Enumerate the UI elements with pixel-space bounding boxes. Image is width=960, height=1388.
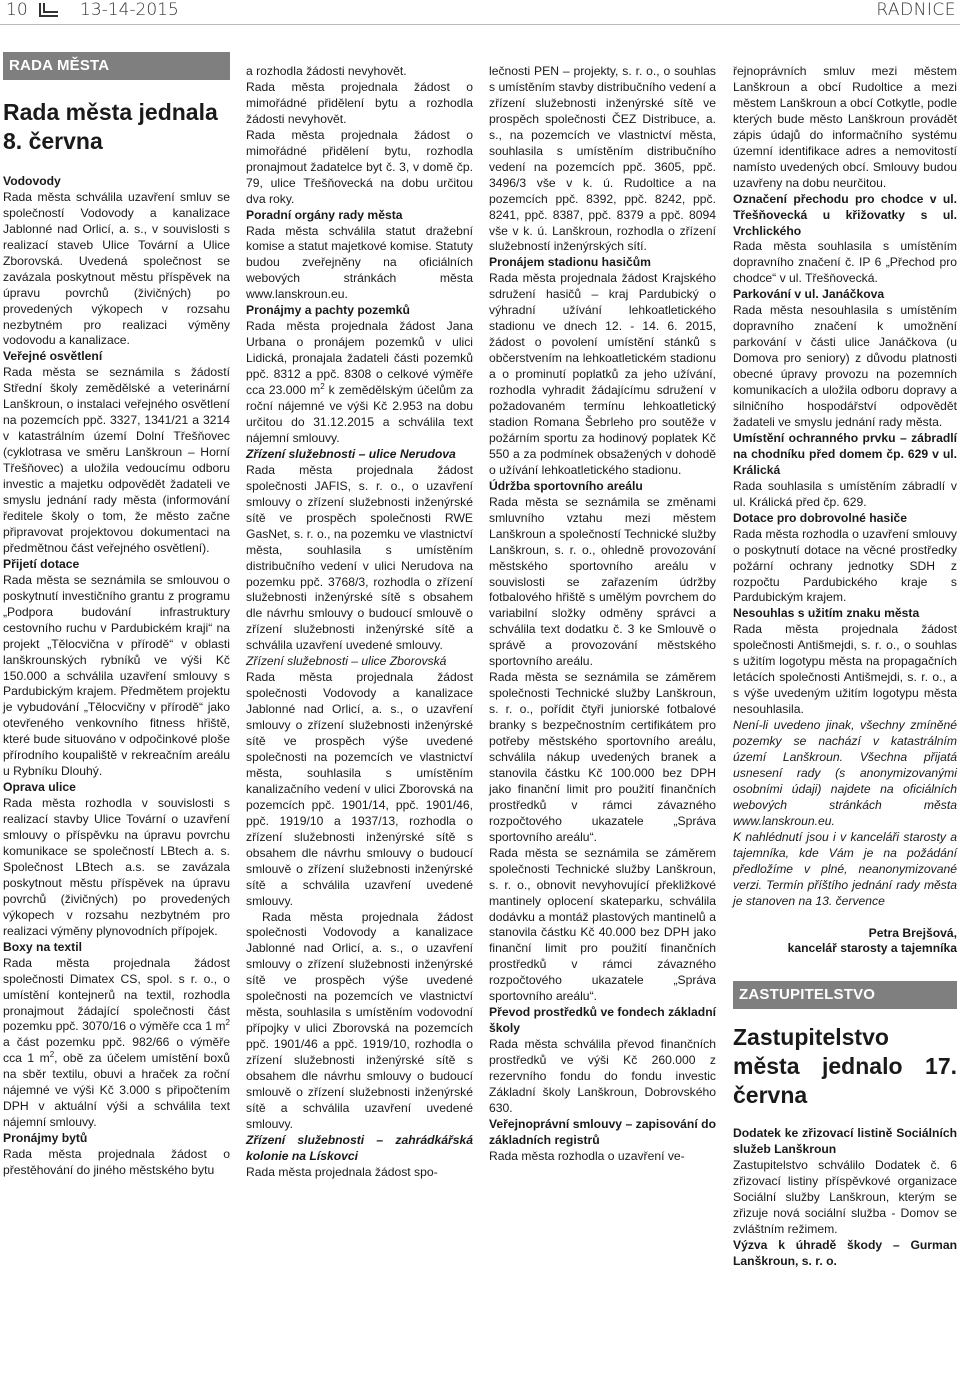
paragraph-byt2: Rada města projednala žádost o mimořádné přidělení bytu a rozhodla žádosti nevyhovět. bbox=[246, 79, 473, 126]
paragraph-osvetleni: Rada města se seznámila s žádostí Střední školy zemědělské a veterinární Lanškroun, o instalaci veřejného osvětlení na pozemcích ppč. 3327, 1341/21 a 3214 v katastrálním území Dolní Třešňovec (cyklotrasa ve směru Lanškroun – Horní Třešňovec) a uložila vedoucímu odboru investic a majetku odpovědět žadateli ve smyslu jednání rady města (informování ředitele školy o tom, že město začne připravovat projektovou dokumentaci na předmětnou část veřejného osvětlení). bbox=[3, 365, 230, 555]
heading-dodatek: Dodatek ke zřizovací listině Sociálních služeb Lanškroun bbox=[733, 1126, 957, 1157]
heading-nerudova: Zřízení služebnosti – ulice Nerudova bbox=[246, 446, 456, 461]
heading-byty: Pronájmy bytů bbox=[3, 1131, 88, 1146]
article-title: Rada města jednala 8. června bbox=[3, 98, 218, 154]
heading-udrzba: Údržba sportovního areálu bbox=[489, 478, 643, 493]
heading-dotace-hasici: Dotace pro dobrovolné hasiče bbox=[733, 510, 908, 525]
signature-role: kancelář starosty a tajemníka bbox=[787, 941, 957, 956]
section-banner: RADA MĚSTA bbox=[3, 52, 230, 80]
note-paragraph: Není-li uvedeno jinak, všechny zmíněné pozemky se nachází v katastrálním území Lanškroun. Všechna přijatá usnesení rady (s anonymizovanými osobními údaji) najdete na oficiálních webových stránkách města www.lanskroun.eu. bbox=[733, 718, 957, 828]
column-1 bbox=[3, 52, 230, 1179]
column-2 bbox=[246, 64, 473, 1181]
text-part: k zemědělským účelům za roční nájemné ve výši Kč 2.953 na dobu určitou do 31.12.2015 a schválila text nájemní smlouvy. bbox=[246, 383, 473, 445]
paragraph-dodatek: Zastupitelstvo schválilo Dodatek č. 6 zřizovací listiny příspěvkové organizace Sociální služby Lanškroun, kterým se zřizuje nová sociální služba - Domov se zvláštním režimem. bbox=[733, 1158, 957, 1237]
paragraph-oprava: Rada města rozhodla v souvislosti s realizací stavby Ulice Tovární o uzavření smlouvy o příspěvku na úpravu povrchu komunikace se společností LBtech a. s. Společnost LBtech a.s. se zavázala poskytnout městu příspěvek na úpravu povrchů (živičných) po provedených výkopech v rozsahu nezbytném pro realizaci výměny plynovodních přípojek. bbox=[3, 796, 230, 938]
paragraph-parkovani: Rada města nesouhlasila s umístěním dopravního značení k umožnění parkování v části ulice Janáčkova (u Domova pro seniory) z důvodu platnosti obecné úpravy provozu na pozemních komunikacích a uložila odboru dopravy a silničního hospodářství odpovědět žadateli ve smyslu jednání rady města. bbox=[733, 303, 957, 429]
heading-zabradli: Umístění ochranného prvku – zábradlí na chodníku před domem čp. 629 v ul. Králická bbox=[733, 430, 957, 477]
heading-vyzva: Výzva k úhradě škody – Gurman Lanškroun, s. r. o. bbox=[733, 1238, 957, 1268]
paragraph-dotace-hasici: Rada města rozhodla o uzavření smlouvy o poskytnutí dotace na věcné prostředky požární ochrany jednotky SDH z rozpočtu Pardubického kraje s Pardubickým krajem. bbox=[733, 526, 957, 605]
paragraph-smlouvy-cont: řejnoprávních smluv mezi městem Lanškroun a obcí Rudoltice a mezi městem Lanškroun a obcí Cotkytle, podle kterých bude město Lanškroun provádět zápis údajů do informačního systému územní identifikace adres a nemovitostí namísto uvedených obcí. Smlouvy budou uzavřeny na dobu neurčitou. bbox=[733, 64, 957, 190]
article-title-zastupitelstvo: Zastupitelstvo města jednalo 17. června bbox=[733, 1024, 957, 1109]
paragraph-prechod: Rada města souhlasila s umístěním dopravního značení č. IP 6 „Přechod pro chodce“ v ul. Třešňovecká. bbox=[733, 239, 957, 286]
text-part: Rada města projednala žádost Jana Urbana o pronájem pozemků v ulici Lidická, pronajala žadateli části pozemků ppč. 8312 a ppč. 8308 o celkové výměře cca 23.000 m bbox=[246, 319, 473, 398]
heading-zborovska: Zřízení služebnosti – ulice Zborovská bbox=[246, 654, 447, 669]
heading-logo: Nesouhlas s užitím znaku města bbox=[733, 606, 920, 621]
paragraph-udrzba2: Rada města se seznámila se záměrem společnosti Technické služby Lanškroun, s. r. o., pořídit čtyři juniorské fotbalové branky s bezpečnostním certifikátem pro potřeby městského sportovního areálu, schválila nákup uvedených branek a stanovila částku Kč 100.000 bez DPH jako finanční limit pro použití finančních prostředků v rámci závazného rozpočtového ukazatele „Správa sportovního areálu“. bbox=[489, 670, 716, 844]
paragraph-liskovec: Rada města projednala žádost spo- bbox=[246, 1164, 438, 1179]
superscript: 2 bbox=[49, 1050, 55, 1060]
logo-icon bbox=[38, 2, 64, 23]
page-number: 10 bbox=[6, 0, 28, 20]
paragraph-logo: Rada města projednala žádost společnosti Antišmejdi, s. r. o., o souhlas s užitím logotypu města na propagačních letácích společnosti Antišmejdi, s. r. o., a s výše uvedeným užitím logotypu města nesouhlasila. bbox=[733, 622, 957, 717]
heading-osvetleni: Veřejné osvětlení bbox=[3, 349, 103, 364]
paragraph-pozemky bbox=[246, 319, 473, 447]
column-3 bbox=[489, 64, 716, 1165]
heading-prevod: Převod prostředků ve fondech základní školy bbox=[489, 1005, 716, 1036]
heading-boxy: Boxy na textil bbox=[3, 939, 82, 954]
section-name: RADNICE bbox=[876, 0, 956, 20]
heading-pozemky: Pronájmy a pachty pozemků bbox=[246, 303, 410, 318]
header-divider bbox=[0, 24, 960, 25]
paragraph-udrzba1: Rada města se seznámila se změnami smluvního vztahu mezi městem Lanškroun a společností Technické služby Lanškroun, s. r. o., ohledně provozování městského sportovního areálu v souvislosti se zařazením údržby fotbalového hřiště s umělým povrchem do variabilní složky odměny správci a schválila text dodatku č. 3 ke Smlouvě o správě a provozování městského sportovního areálu. bbox=[489, 494, 716, 669]
heading-liskovec: Zřízení služebnosti – zahrádkářská kolonie na Lískovci bbox=[246, 1132, 473, 1163]
superscript: 2 bbox=[320, 382, 325, 392]
text-part: , obě za účelem umístění boxů na sběr textilu, obuvi a hraček za roční nájemné ve výši Kč 3.000 s připočtením DPH v aktuální výši a schválila text nájemní smlouvy. bbox=[3, 1051, 230, 1130]
page-header bbox=[0, 0, 960, 22]
text-part: a část pozemku ppč. 982/66 o výměře cca 1 m bbox=[3, 1035, 230, 1066]
superscript: 2 bbox=[225, 1018, 230, 1028]
paragraph-byt3: Rada města projednala žádost o mimořádné přidělení bytu, rozhodla pronajmout žadatelce byt č. 3, v domě čp. 79, ulice Třešňovecká na dobu určitou dva roky. bbox=[246, 127, 473, 206]
paragraph-zborovska: Rada města projednala žádost společnosti Vodovody a kanalizace Jablonné nad Orlicí, a. s., o uzavření smlouvy o zřízení služebnosti inženýrské sítě ve prospěch výše uvedené společnosti na pozemcích ve vlastnictví města, souhlasila s umístěním kanalizačního vedení v ulici Zborovská na pozemcích ppč. 1901/14, ppč. 1901/46, ppč. 1919/10 a 1937/13, rozhodla o zřízení služebnosti inženýrské sítě s obsahem dle návrhu smlouvy o budoucí smlouvě o zřízení služebnosti inženýrské sítě a schválila uzavření uvedené smlouvy. bbox=[246, 670, 473, 908]
issue-date: 13-14-2015 bbox=[80, 0, 179, 20]
paragraph-byty: Rada města projednala žádost o přestěhování do jiného městského bytu bbox=[3, 1147, 230, 1178]
paragraph-vodovody: Rada města schválila uzavření smluv se společností Vodovody a kanalizace Jablonné nad Orlicí, a. s., v souvislosti s realizací staveb Ulice Tovární a Ulice Zborovská. Uvedená společnost se zavázala poskytnout městu příspěvek na úpravu povrchů (živičných) po provedených výkopech v rozsahu nezbytném pro realizaci výměny vodovodu a kanalizace. bbox=[3, 189, 230, 348]
paragraph-boxy bbox=[3, 956, 230, 1131]
paragraph-zborovska2: Rada města projednala žádost společnosti Vodovody a kanalizace Jablonné nad Orlicí, a. s., o uzavření smlouvy o zřízení služebnosti inženýrské sítě ve prospěch výše uvedené společnosti na pozemcích ve vlastnictví města, souhlasila s umístěním vodovodní přípojky v ulici Zborovská na pozemcích ppč. 1901/46 a ppč. 1919/10, rozhodla o zřízení služebnosti inženýrské sítě s obsahem dle návrhu smlouvy o budoucí smlouvě o zřízení služebnosti inženýrské sítě a schválila uzavření uvedené smlouvy. bbox=[246, 909, 473, 1131]
heading-smlouvy: Veřejnoprávní smlouvy – zapisování do základních registrů bbox=[489, 1116, 716, 1147]
paragraph-pen: lečnosti PEN – projekty, s. r. o., o souhlas s umístěním stavby distribučního vedení a zřízení služebnosti inženýrské sítě ve prospěch společnosti ČEZ Distribuce, a. s., na pozemcích ve vlastnictví města, souhlasila s umístěním distribučního vedení na pozemcích ppč. 3605, ppč. 3496/3 vše v k. ú. Rudoltice a na pozemcích ppč. 8392, ppč. 8242, ppč. 8241, ppč. 8387, ppč. 8379 a ppč. 8094 vše v k. ú. Lanškroun, rozhodla o zřízení služebností inženýrských sítí. bbox=[489, 64, 716, 254]
paragraph-nerudova: Rada města projednala žádost společnosti JAFIS, s. r. o., o uzavření smlouvy o zřízení služebnosti inženýrské sítě ve prospěch společnosti RWE GasNet, s. r. o., na pozemku ve vlastnictví města, souhlasila s umístěním distribučního vedení v ulici Nerudova na pozemku ppč. 3768/3, rozhodla o zřízení služebnosti inženýrské sítě s obsahem dle návrhu smlouvy o budoucí smlouvě o zřízení služebnosti inženýrské sítě a schválila uzavření uvedené smlouvy. bbox=[246, 462, 473, 653]
heading-organy: Poradní orgány rady města bbox=[246, 207, 403, 222]
paragraph-udrzba3: Rada města se seznámila se záměrem společnosti Technické služby Lanškroun, s. r. o., obnovit nevyhovující překližkové mantinely oplocení skateparku, schválila dodávku a montáž plastových mantinelů a stanovila částku Kč 40.000 bez DPH jako finanční limit pro použití finančních prostředků v rámci závazného rozpočtového ukazatele „Správa sportovního areálu“. bbox=[489, 845, 716, 1004]
heading-prechod: Označení přechodu pro chodce v ul. Třešňovecká u křižovatky s ul. Vrchlického bbox=[733, 191, 957, 238]
paragraph-organy: Rada města schválila statut dražební komise a statut majetkové komise. Statuty budou zveřejněny na oficiálních webových stránkách města www.lanskroun.eu. bbox=[246, 223, 473, 302]
heading-parkovani: Parkování v ul. Janáčkova bbox=[733, 287, 885, 302]
paragraph-stadion: Rada města projednala žádost Krajského sdružení hasičů – kraj Pardubický o výhradní užívání lehkoatletického stadionu ve dnech 12. - 14. 6. 2015, žádost o povolení umístění stánků s občerstvením na lehkoatletickém stadionu a o prominutí poplatků za jeho užívání, rozhodla vyhradit žádajícímu sdružení v požadovaném termínu lehkoatletický stadion Romana Šebrleho pro soutěže v požárním sportu za hodinový poplatek Kč 550 a za podmínek obsažených v dohodě o užívání lehkoatletického stadionu. bbox=[489, 271, 716, 477]
paragraph-prevod: Rada města schválila převod finančních prostředků ve výši Kč 260.000 z rezervního fondu do fondu investic Základní školy Lanškroun, Dobrovského 630. bbox=[489, 1037, 716, 1115]
section-banner-zastupitelstvo: ZASTUPITELSTVO bbox=[733, 981, 957, 1009]
paragraph-smlouvy: Rada města rozhodla o uzavření ve- bbox=[489, 1148, 685, 1163]
signature-name: Petra Brejšová, bbox=[868, 925, 957, 940]
heading-oprava: Oprava ulice bbox=[3, 780, 76, 795]
heading-vodovody: Vodovody bbox=[3, 173, 61, 188]
heading-stadion: Pronájem stadionu hasičům bbox=[489, 255, 651, 270]
note-paragraph-2: K nahlédnutí jsou i v kanceláři starosty a tajemníka, kde Vám je na požádání předložíme v plné, neanonymizované verzi. Termín příštího jednání rady města je stanoven na 13. července bbox=[733, 829, 957, 908]
paragraph-byty-cont: a rozhodla žádosti nevyhovět. bbox=[246, 64, 407, 78]
text-part: Rada města projednala žádost společnosti Dimatex CS, spol. s r. o., o umístění kontejnerů na textil, rozhodla pronajmout žádající společnosti část pozemku ppč. 3070/16 o výměře cca 1 m bbox=[3, 955, 230, 1034]
column-4 bbox=[733, 64, 957, 1270]
paragraph-dotace: Rada města se seznámila se smlouvou o poskytnutí investičního grantu z programu „Podpora budování infrastruktury cestovního ruchu v Pardubickém kraji“ na projekt „Tělocvična v přírodě“ v oblasti lanškrounských rybníků ve výši Kč 150.000 a schválila uzavření smlouvy s Pardubickým krajem. Předmětem projektu je vybudování „Tělocvičny v přírodě“ jako otevřeného venkovního fitness hřiště, které bude situováno v odpočinkové ploše přírodního koupaliště v rekreačním areálu u Rybníku Dlouhý. bbox=[3, 572, 230, 779]
heading-dotace: Přijetí dotace bbox=[3, 556, 80, 571]
paragraph-zabradli: Rada souhlasila s umístěním zábradlí v ul. Králická před čp. 629. bbox=[733, 478, 957, 509]
